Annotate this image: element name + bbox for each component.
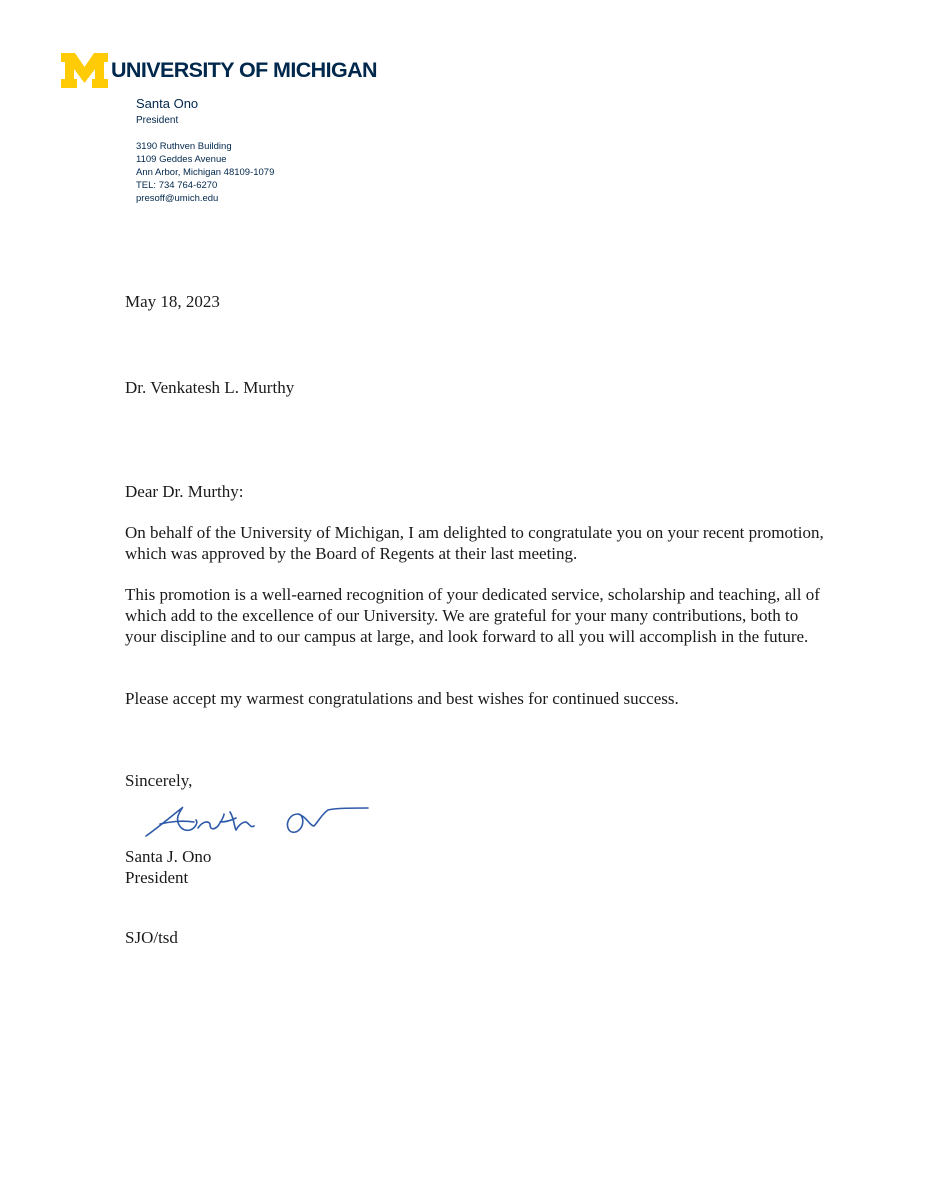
address-line: 1109 Geddes Avenue — [136, 154, 227, 165]
sender-block — [136, 96, 274, 205]
address-line: Ann Arbor, Michigan 48109-1079 — [136, 167, 275, 178]
salutation: Dear Dr. Murthy: — [125, 482, 244, 501]
address-line: 3190 Ruthven Building — [136, 141, 232, 152]
letterhead — [60, 52, 377, 89]
reference-initials: SJO/tsd — [125, 928, 178, 947]
body-paragraph: Please accept my warmest congratulations and best wishes for continued success. — [125, 689, 679, 708]
signer-name: Santa J. Ono — [125, 847, 212, 866]
closing: Sincerely, — [125, 771, 193, 790]
letter-date: May 18, 2023 — [125, 292, 220, 311]
email-line: presoff@umich.edu — [136, 193, 219, 204]
signer-block — [125, 846, 825, 888]
body-paragraph: On behalf of the University of Michigan, I am delighted to congratulate you on your recent promotion, which was approved by the Board of Regents at their last meeting. — [125, 523, 824, 563]
sender-name: Santa Ono — [136, 96, 199, 111]
handwritten-signature — [138, 796, 378, 846]
body-paragraph: This promotion is a well-earned recognition of your dedicated service, scholarship and teaching, all of which add to the excellence of our University. We are grateful for your many contributions, both to your discipline and to our campus at large, and look forward to all you will accomplish in the future. — [125, 585, 820, 646]
logo-row — [60, 52, 377, 89]
phone-line: TEL: 734 764-6270 — [136, 180, 218, 191]
university-name: UNIVERSITY OF MICHIGAN — [111, 57, 377, 82]
recipient-name: Dr. Venkatesh L. Murthy — [125, 378, 295, 397]
sender-title: President — [136, 115, 179, 126]
address-block — [136, 140, 274, 205]
block-m-logo-icon — [60, 52, 109, 89]
signer-title: President — [125, 868, 189, 887]
